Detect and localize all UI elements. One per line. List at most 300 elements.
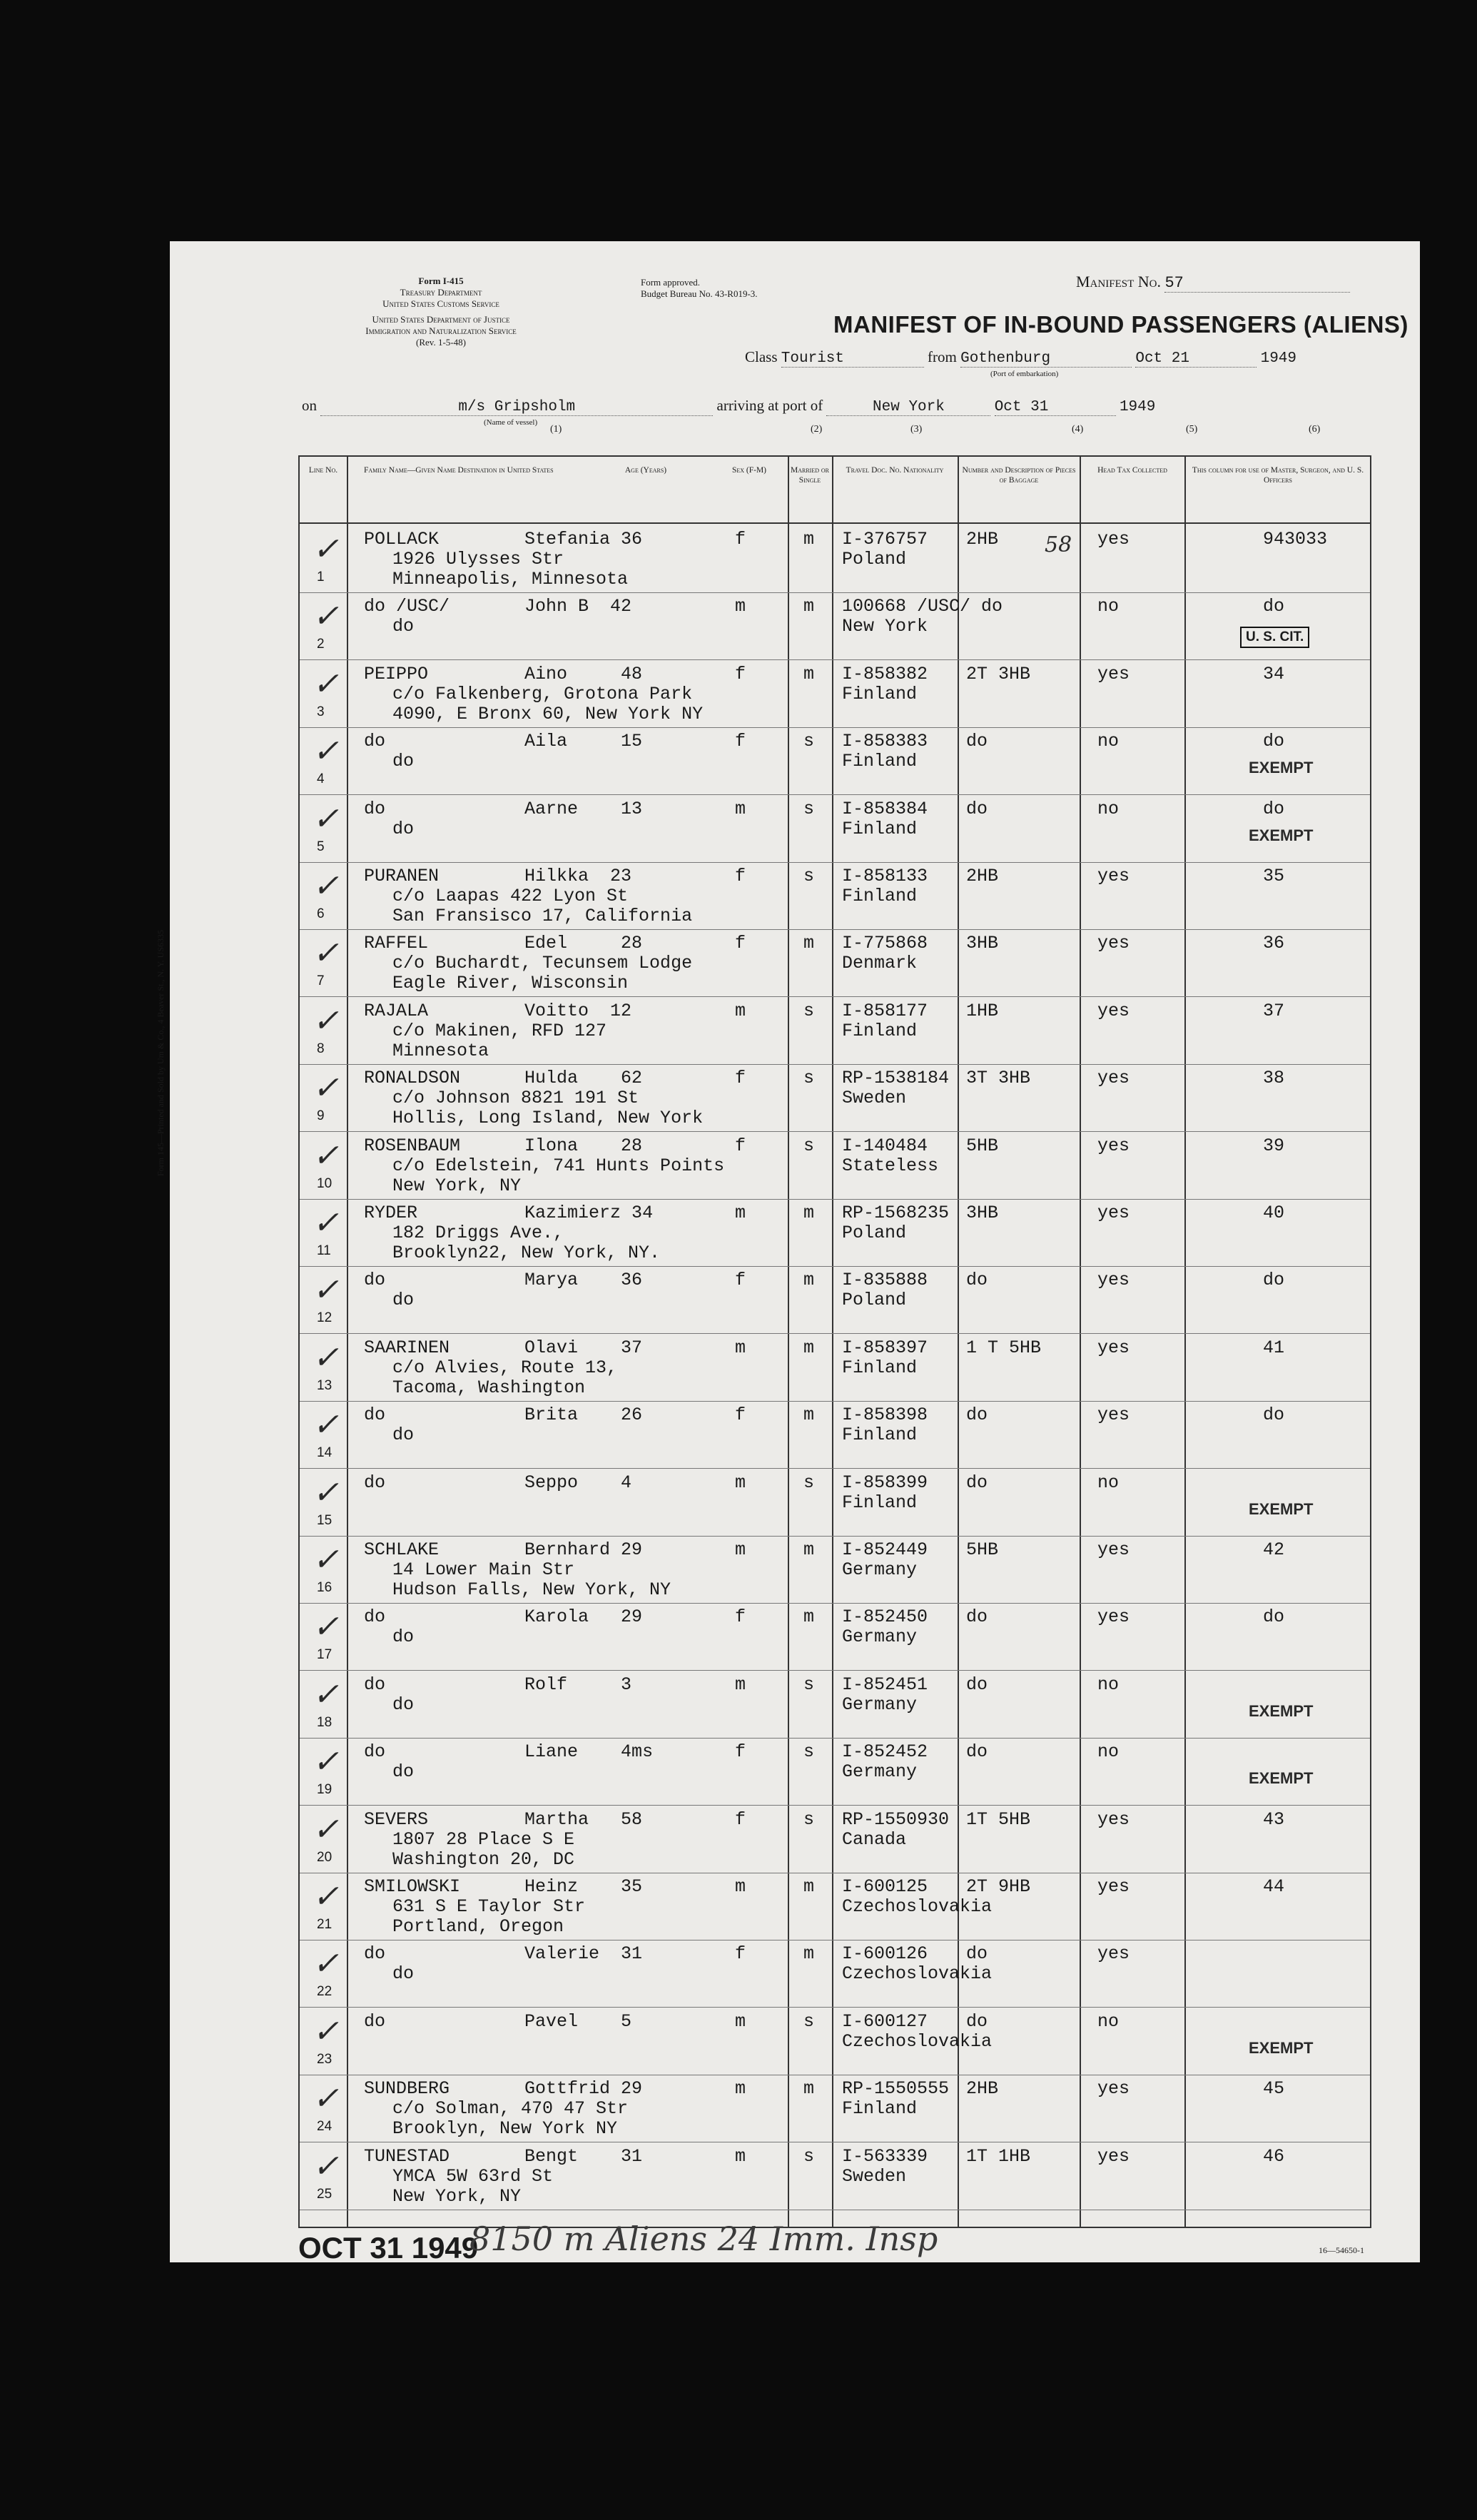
line-number: 21 [317, 1917, 333, 1932]
head-tax: yes [1097, 866, 1130, 886]
exempt-stamp: EXEMPT [1249, 759, 1314, 777]
head-tax: yes [1097, 1135, 1130, 1156]
justice-dept: United States Department of Justice [372, 314, 510, 325]
column-number: (3) [910, 424, 923, 435]
port-embarkation-value: Gothenburg [960, 350, 1051, 367]
baggage: 2HB [966, 2078, 999, 2100]
line-number: 7 [317, 973, 325, 989]
printer-imprint: Form 145—Printed and Sold by Um & Co., 4 Beaver St., N. Y. US6335 [156, 929, 166, 1176]
treasury-dept: Treasury Department [400, 287, 482, 298]
baggage: do [966, 1606, 988, 1628]
destination-line-2: Minnesota [392, 1040, 489, 1061]
officer-number: 43 [1263, 1808, 1285, 1830]
manifest-label: Manifest No. [1076, 273, 1161, 290]
table-row [300, 660, 1370, 728]
nationality: New York [842, 616, 928, 637]
passenger-name-age: PURANEN Hilkka 23 [364, 866, 632, 886]
destination-line-1: 631 S E Taylor Str [392, 1896, 586, 1917]
sex: f [735, 529, 746, 550]
passenger-name-age: do Aila 15 [364, 731, 643, 752]
table-row [300, 1536, 1370, 1604]
sex: f [735, 731, 746, 752]
baggage: 5HB [966, 1539, 999, 1560]
table-row [300, 1401, 1370, 1469]
travel-doc-number: I-852452 [842, 1741, 928, 1763]
vessel-line [302, 397, 1155, 416]
form-revision: (Rev. 1-5-48) [416, 337, 466, 348]
nationality: Finland [842, 1425, 918, 1446]
departure-year: 1949 [1260, 350, 1297, 367]
destination-line-1: 182 Driggs Ave., [392, 1223, 564, 1243]
married-single: m [803, 1876, 815, 1897]
table-row [300, 2008, 1370, 2075]
baggage: do [966, 1674, 988, 1695]
married-single: s [803, 1135, 815, 1156]
class-line [745, 348, 1296, 368]
head-tax: no [1097, 1741, 1120, 1763]
column-number: (2) [811, 424, 823, 435]
head-tax: yes [1097, 1270, 1130, 1291]
table-row [300, 1806, 1370, 1873]
arrival-date: Oct 31 [995, 399, 1116, 416]
destination-line-2: Portland, Oregon [392, 1916, 564, 1937]
married-single: s [803, 866, 815, 886]
col-header-married: Married or Single [791, 466, 829, 485]
table-row [300, 727, 1370, 795]
destination-line-2: Minneapolis, Minnesota [392, 569, 629, 589]
passenger-name-age: do Valerie 31 [364, 1943, 643, 1965]
vessel-caption: (Name of vessel) [484, 418, 538, 427]
on-label: on [302, 397, 317, 414]
head-tax: yes [1097, 1606, 1130, 1628]
sex: f [735, 1808, 746, 1830]
passenger-name-age: do Seppo 4 [364, 1472, 632, 1493]
travel-doc-number: RP-1538184 [842, 1068, 950, 1089]
destination-line-1: c/o Falkenberg, Grotona Park [392, 683, 693, 704]
married-single: m [803, 2078, 815, 2100]
baggage: do [966, 798, 988, 819]
nationality: Denmark [842, 953, 918, 974]
check-mark: ✓ [313, 935, 339, 972]
check-mark: ✓ [313, 2080, 339, 2117]
manifest-page [156, 241, 1420, 2265]
column-number: (6) [1309, 424, 1321, 435]
exempt-stamp: EXEMPT [1249, 1701, 1314, 1720]
nationality: Finland [842, 683, 918, 704]
married-single: s [803, 731, 815, 752]
passenger-name-age: do Liane 4ms [364, 1741, 654, 1763]
nationality: Sweden [842, 2165, 907, 2187]
passenger-name-age: RAFFEL Edel 28 [364, 933, 643, 954]
head-tax: yes [1097, 1808, 1130, 1830]
nationality: Poland [842, 1290, 907, 1311]
head-tax: yes [1097, 1203, 1130, 1223]
departure-date: Oct 21 [1135, 350, 1257, 368]
nationality: Czechoslovakia [842, 1963, 993, 1985]
officer-number: 41 [1263, 1337, 1285, 1358]
sex: m [735, 1000, 746, 1021]
table-row [300, 1266, 1370, 1334]
officer-number: do [1263, 731, 1285, 752]
nationality: Czechoslovakia [842, 1896, 993, 1917]
port-arrival: New York [826, 399, 990, 416]
head-tax: no [1097, 596, 1120, 617]
married-single: m [803, 1337, 815, 1358]
passenger-name-age: do Pavel 5 [364, 2010, 632, 2032]
destination-line-1: 1807 28 Place S E [392, 1828, 575, 1850]
head-tax: yes [1097, 663, 1130, 684]
destination-line-1: do [392, 1425, 415, 1446]
married-single: s [803, 798, 815, 819]
table-row [300, 795, 1370, 863]
col-header-sex: Sex (F-M) [731, 466, 767, 475]
line-number: 11 [317, 1243, 331, 1258]
destination-line-2: Eagle River, Wisconsin [392, 973, 629, 994]
head-tax: yes [1097, 1943, 1130, 1965]
sex: m [735, 1337, 746, 1358]
table-row [300, 1940, 1370, 2008]
customs-service: United States Customs Service [382, 298, 499, 309]
check-mark: ✓ [313, 2013, 339, 2050]
destination-line-2: 4090, E Bronx 60, New York NY [392, 703, 704, 724]
us-citizen-stamp: U. S. CIT. [1240, 627, 1309, 648]
sex: m [735, 596, 746, 617]
head-tax: no [1097, 731, 1120, 752]
married-single: m [803, 596, 815, 617]
baggage: 1HB [966, 1000, 999, 1021]
line-number: 18 [317, 1714, 333, 1730]
nationality: Canada [842, 1828, 907, 1850]
line-number: 22 [317, 1984, 333, 2000]
head-tax: yes [1097, 2078, 1130, 2100]
officer-number: do [1263, 1270, 1285, 1291]
check-mark: ✓ [313, 1407, 339, 1444]
nationality: Finland [842, 2098, 918, 2120]
sex: f [735, 1606, 746, 1628]
passenger-name-age: do Brita 26 [364, 1405, 643, 1426]
married-single: s [803, 1808, 815, 1830]
check-mark: ✓ [313, 800, 339, 837]
line-number: 8 [317, 1041, 325, 1056]
check-mark: ✓ [313, 2147, 339, 2185]
check-mark: ✓ [313, 733, 339, 770]
nationality: Finland [842, 1492, 918, 1513]
table-row [300, 1873, 1370, 1940]
travel-doc-number: I-858397 [842, 1337, 928, 1358]
col-header-line: Line No. [308, 466, 338, 475]
married-single: s [803, 2010, 815, 2032]
sex: f [735, 866, 746, 886]
col-header-age: Age (Years) [624, 466, 667, 475]
officer-number: do [1263, 798, 1285, 819]
sex: m [735, 1203, 746, 1223]
baggage: do [966, 1741, 988, 1763]
sex: m [735, 1539, 746, 1560]
check-mark: ✓ [313, 1002, 339, 1039]
head-tax: yes [1097, 2145, 1130, 2167]
check-mark: ✓ [313, 1205, 339, 1241]
destination-line-2: Hudson Falls, New York, NY [392, 1579, 671, 1600]
table-row [300, 1132, 1370, 1200]
officer-number: 943033 [1263, 529, 1328, 550]
officer-number: 38 [1263, 1068, 1285, 1089]
line-number: 24 [317, 2119, 333, 2135]
line-number: 12 [317, 1310, 333, 1326]
sex: f [735, 1741, 746, 1763]
line-number: 14 [317, 1445, 333, 1461]
married-single: m [803, 1539, 815, 1560]
nationality: Finland [842, 1357, 918, 1378]
travel-doc-number: 100668 /USC/ do [842, 596, 1003, 617]
sex: f [735, 1068, 746, 1089]
baggage: 3HB [966, 1203, 999, 1223]
destination-line-1: do [392, 818, 415, 839]
travel-doc-number: I-600126 [842, 1943, 928, 1965]
nationality: Germany [842, 1626, 918, 1648]
column-number: (5) [1186, 424, 1198, 435]
married-single: m [803, 529, 815, 550]
sex: f [735, 933, 746, 954]
nationality: Germany [842, 1761, 918, 1783]
passenger-name-age: RYDER Kazimierz 34 [364, 1203, 654, 1223]
nationality: Stateless [842, 1155, 939, 1176]
destination-line-2: New York, NY [392, 2185, 522, 2207]
travel-doc-number: I-835888 [842, 1270, 928, 1291]
sex: m [735, 2145, 746, 2167]
line-number: 17 [317, 1647, 333, 1663]
nationality: Germany [842, 1694, 918, 1715]
passenger-name-age: PEIPPO Aino 48 [364, 663, 643, 684]
head-tax: yes [1097, 1539, 1130, 1560]
destination-line-2: Tacoma, Washington [392, 1377, 586, 1398]
page-title: MANIFEST OF IN-BOUND PASSENGERS (ALIENS) [833, 311, 1409, 338]
destination-line-1: 14 Lower Main Str [392, 1559, 575, 1580]
travel-doc-number: I-376757 [842, 529, 928, 550]
arriving-label: arriving at port of [716, 397, 823, 414]
head-tax: yes [1097, 1000, 1130, 1021]
check-mark: ✓ [313, 1137, 339, 1174]
officer-number: 35 [1263, 866, 1285, 886]
destination-line-1: c/o Buchardt, Tecunsem Lodge [392, 953, 693, 974]
handwritten-note: 8150 m Aliens 24 Imm. Insp [470, 2220, 938, 2258]
budget-text: Budget Bureau No. 43-R019-3. [641, 288, 758, 299]
passenger-name-age: do Aarne 13 [364, 798, 643, 819]
passenger-name-age: POLLACK Stefania 36 [364, 529, 643, 550]
line-number: 20 [317, 1849, 333, 1865]
passenger-name-age: SAARINEN Olavi 37 [364, 1337, 643, 1358]
nationality: Poland [842, 549, 907, 570]
baggage: do [966, 1405, 988, 1426]
destination-line-1: do [392, 751, 415, 772]
travel-doc-number: I-852451 [842, 1674, 928, 1695]
married-single: s [803, 1068, 815, 1089]
baggage: 3T 3HB [966, 1068, 1031, 1089]
form-code: 16—54650-1 [1319, 2245, 1364, 2255]
baggage: 2T 9HB [966, 1876, 1031, 1897]
table-row [300, 2142, 1370, 2210]
table-row [300, 929, 1370, 997]
destination-line-2: Washington 20, DC [392, 1848, 575, 1870]
class-value: Tourist [781, 350, 924, 368]
head-tax: no [1097, 1674, 1120, 1695]
line-number: 4 [317, 771, 325, 787]
table-row [300, 1064, 1370, 1132]
check-mark: ✓ [313, 1878, 339, 1915]
passenger-name-age: SEVERS Martha 58 [364, 1808, 643, 1830]
port-embarkation [960, 350, 1132, 368]
nationality: Finland [842, 1020, 918, 1041]
passenger-name-age: do Karola 29 [364, 1606, 643, 1628]
passenger-name-age: do Rolf 3 [364, 1674, 632, 1695]
officer-number: do [1263, 1606, 1285, 1628]
arrival-year: 1949 [1119, 399, 1156, 415]
form-number: Form I-415 [418, 275, 464, 286]
officer-number: 34 [1263, 663, 1285, 684]
line-number: 3 [317, 704, 325, 719]
table-row [300, 1334, 1370, 1402]
travel-doc-number: I-600127 [842, 2010, 928, 2032]
baggage-note: 58 [1045, 532, 1072, 557]
check-mark: ✓ [313, 1542, 339, 1578]
nationality: Finland [842, 886, 918, 906]
sex: m [735, 2078, 746, 2100]
married-single: s [803, 1472, 815, 1493]
destination-line-1: c/o Solman, 470 47 Str [392, 2098, 629, 2120]
table-row [300, 997, 1370, 1065]
destination-line-1: do [392, 1290, 415, 1311]
head-tax: yes [1097, 933, 1130, 954]
travel-doc-number: RP-1550555 [842, 2078, 950, 2100]
table-row [300, 862, 1370, 930]
check-mark: ✓ [313, 598, 339, 635]
travel-doc-number: I-852449 [842, 1539, 928, 1560]
line-number: 23 [317, 2051, 333, 2067]
destination-line-2: New York, NY [392, 1175, 522, 1196]
travel-doc-number: I-858383 [842, 731, 928, 752]
line-number: 25 [317, 2186, 333, 2202]
check-mark: ✓ [313, 1339, 339, 1376]
baggage: 3HB [966, 933, 999, 954]
destination-line-2: Brooklyn, New York NY [392, 2118, 618, 2140]
destination-line-1: do [392, 1694, 415, 1715]
travel-doc-number: I-600125 [842, 1876, 928, 1897]
baggage: 2HB [966, 529, 999, 550]
married-single: s [803, 2145, 815, 2167]
line-number: 6 [317, 906, 325, 921]
destination-line-1: do [392, 1761, 415, 1783]
married-single: m [803, 1943, 815, 1965]
line-number: 19 [317, 1782, 333, 1798]
line-number: 9 [317, 1108, 325, 1124]
baggage: do [966, 731, 988, 752]
passenger-name-age: TUNESTAD Bengt 31 [364, 2145, 643, 2167]
passenger-name-age: do Marya 36 [364, 1270, 643, 1291]
check-mark: ✓ [313, 1070, 339, 1107]
approved-text: Form approved. [641, 277, 701, 288]
passenger-name-age: SMILOWSKI Heinz 35 [364, 1876, 643, 1897]
exempt-stamp: EXEMPT [1249, 1499, 1314, 1518]
married-single: m [803, 663, 815, 684]
travel-doc-number: I-858384 [842, 798, 928, 819]
married-single: m [803, 933, 815, 954]
destination-line-1: c/o Laapas 422 Lyon St [392, 886, 629, 906]
baggage: do [966, 1472, 988, 1493]
class-label: Class [745, 348, 778, 365]
baggage: 1T 5HB [966, 1808, 1031, 1830]
baggage: 2T 3HB [966, 663, 1031, 684]
line-number: 10 [317, 1175, 333, 1191]
head-tax: yes [1097, 1876, 1130, 1897]
destination-line-1: c/o Alvies, Route 13, [392, 1357, 618, 1378]
column-number: (1) [550, 424, 562, 435]
ins-service: Immigration and Naturalization Service [365, 325, 517, 336]
nationality: Germany [842, 1559, 918, 1580]
head-tax: yes [1097, 1068, 1130, 1089]
table-row [300, 1671, 1370, 1739]
line-number: 1 [317, 570, 325, 585]
officer-number: 40 [1263, 1203, 1285, 1223]
check-mark: ✓ [313, 1676, 339, 1713]
passenger-name-age: SCHLAKE Bernhard 29 [364, 1539, 643, 1560]
destination-line-2: Hollis, Long Island, New York [392, 1108, 704, 1129]
column-number: (4) [1072, 424, 1084, 435]
travel-doc-number: I-858177 [842, 1000, 928, 1021]
travel-doc-number: I-775868 [842, 933, 928, 954]
baggage: do [966, 1943, 988, 1965]
passenger-name-age: ROSENBAUM Ilona 28 [364, 1135, 643, 1156]
travel-doc-number: I-858399 [842, 1472, 928, 1493]
exempt-stamp: EXEMPT [1249, 1769, 1314, 1788]
form-approval [641, 277, 758, 300]
travel-doc-number: I-852450 [842, 1606, 928, 1628]
head-tax: no [1097, 798, 1120, 819]
check-mark: ✓ [313, 868, 339, 904]
port-embarkation-caption: (Port of embarkation) [990, 370, 1059, 378]
married-single: m [803, 1606, 815, 1628]
married-single: m [803, 1270, 815, 1291]
line-number: 5 [317, 839, 325, 854]
nationality: Sweden [842, 1088, 907, 1109]
check-mark: ✓ [313, 531, 339, 567]
baggage: do [966, 1270, 988, 1291]
married-single: s [803, 1741, 815, 1763]
sex: f [735, 1405, 746, 1426]
vessel-name: m/s Gripsholm [320, 399, 713, 416]
officer-number: 37 [1263, 1000, 1285, 1021]
check-mark: ✓ [313, 1744, 339, 1781]
destination-line-1: YMCA 5W 63rd St [392, 2165, 554, 2187]
head-tax: yes [1097, 1405, 1130, 1426]
sex: m [735, 798, 746, 819]
sex: m [735, 1472, 746, 1493]
col-header-officers: This column for use of Master, Surgeon, and U. S. Officers [1192, 466, 1364, 485]
table-row [300, 1603, 1370, 1671]
head-tax: yes [1097, 529, 1130, 550]
nationality: Finland [842, 818, 918, 839]
col-header-name: Family Name—Given Name Destination in United States [364, 466, 554, 475]
check-mark: ✓ [313, 1609, 339, 1646]
manifest-number-value: 57 [1164, 274, 1350, 293]
officer-number: 36 [1263, 933, 1285, 954]
officer-number: 46 [1263, 2145, 1285, 2167]
sex: f [735, 1135, 746, 1156]
head-tax: no [1097, 1472, 1120, 1493]
officer-number: 45 [1263, 2078, 1285, 2100]
sex: f [735, 1270, 746, 1291]
line-number: 16 [317, 1580, 333, 1595]
check-mark: ✓ [313, 665, 339, 702]
destination-line-1: do [392, 1963, 415, 1985]
